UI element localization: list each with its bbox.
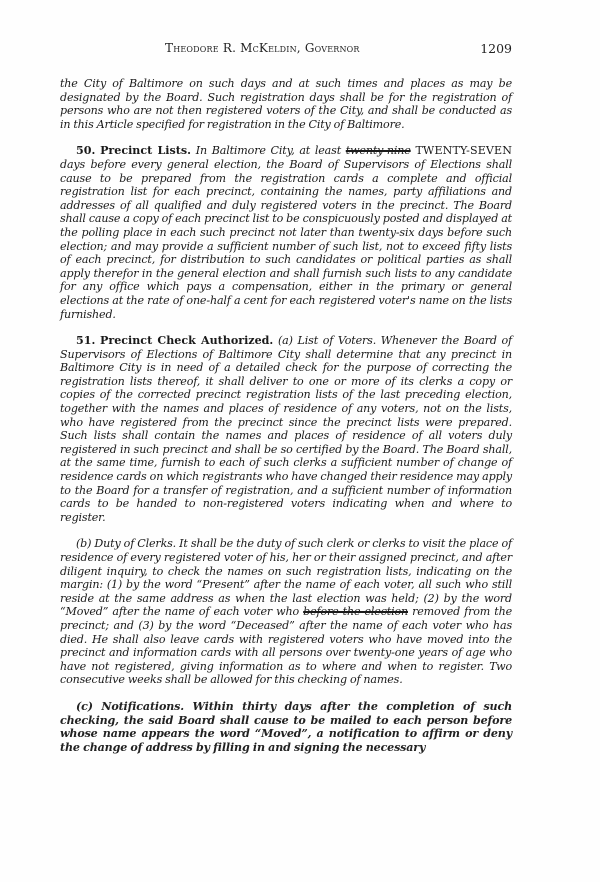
- inserted-text: TWENTY-SEVEN: [415, 144, 513, 158]
- section-text-before-amendment: In Baltimore City, at least: [195, 144, 341, 158]
- section-title: Precinct Check Authorized.: [100, 334, 274, 348]
- running-head-title: Theodore R. McKeldin, Governor: [165, 41, 360, 55]
- subsection-a-lead: (a) List of Voters.: [278, 334, 377, 348]
- subsection-c-text: Within thirty days after the completion of such checking, the said Board shall cause to be mailed to each person before whose name appears the word “Moved”, a notification to affirm or deny the change of address by filling in and signing the necessary: [60, 699, 512, 754]
- continuation-paragraph: [60, 77, 512, 131]
- page-number: 1209: [480, 41, 512, 56]
- subsection-b-duty-of-clerks: [60, 537, 512, 687]
- subsection-c-notifications: [60, 700, 512, 754]
- page-body: [60, 77, 512, 767]
- section-number: 50.: [76, 144, 96, 158]
- section-number: 51.: [76, 334, 96, 348]
- struck-text: before the election: [303, 605, 408, 619]
- paragraph-text: the City of Baltimore on such days and at such times and places as may be designated by the Board. Such registration days shall be for the registration of persons who are not then registered voters of the City, and shall be conducted as in this Article specified for registration in the City of Baltimore.: [60, 77, 512, 131]
- subsection-b-text: removed from the precinct; and (3) by the word “Deceased” after the name of each voter who has died. He shall also leave cards with registered voters who have moved into the precinct and information cards with all persons over twenty-one years of age who have not registered, giving information as to where and when to register. Two consecutive weeks shall be allowed for this checking of names.: [60, 605, 512, 687]
- running-head: [60, 41, 512, 59]
- section-title: Precinct Lists.: [100, 144, 191, 158]
- subsection-b-text-before-amendment: It shall be the duty of such clerk or clerks to visit the place of residence of every registered voter of his, her or their assigned precinct, and after diligent inquiry, to check the names on such registration lists, indicating on the margin: (1) by the word “Present” after the name of each voter, all such who still reside at the same address as when the last election was held; (2) by the word “Moved” after the name of each voter who: [60, 537, 512, 619]
- struck-text: twenty-nine: [345, 144, 411, 158]
- section-text: days before every general election, the Board of Supervisors of Elections shall cause to be prepared from the registration cards a complete and official registration list for each precinct, containing the names, party affiliations and addresses of all qualified and duly registered voters in the precinct. The Board shall cause a copy of each precinct list to be conspicuously posted and displayed at the polling place in each such precinct not later than twenty-six days before such election; and may provide a sufficient number of such list, not to exceed fifty lists of each precinct, for distribution to such candidates or political parties as shall apply therefor in the general election and shall furnish such lists to any candidate for any office which pays a compensation, either in the primary or general elections at the rate of one-half a cent for each registered voter's name on the lists furnished.: [60, 157, 512, 321]
- section-51-precinct-check: [60, 334, 512, 524]
- subsection-b-lead: (b) Duty of Clerks.: [76, 537, 177, 551]
- section-50-precinct-lists: [60, 144, 512, 321]
- subsection-c-lead: (c) Notifications.: [76, 699, 184, 713]
- subsection-a-text: Whenever the Board of Supervisors of Elections of Baltimore City shall determine that any precinct in Baltimore City is in need of a detailed check for the purpose of correcting the registration lists thereof, it shall deliver to one or more of its clerks a copy or copies of the corrected precinct registration lists of the last preceding election, together with the names and places of residence of any voters, not on the lists, who have registered from the precinct since the precinct lists were prepared. Such lists shall contain the names and places of residence of all voters duly registered in such precinct and shall be so certified by the Board. The Board shall, at the same time, furnish to each of such clerks a sufficient number of change of residence cards on which registrants who have changed their residence may apply to the Board for a transfer of registration, and a sufficient number of information cards to be handed to non-registered voters indicating when and where to register.: [60, 334, 512, 524]
